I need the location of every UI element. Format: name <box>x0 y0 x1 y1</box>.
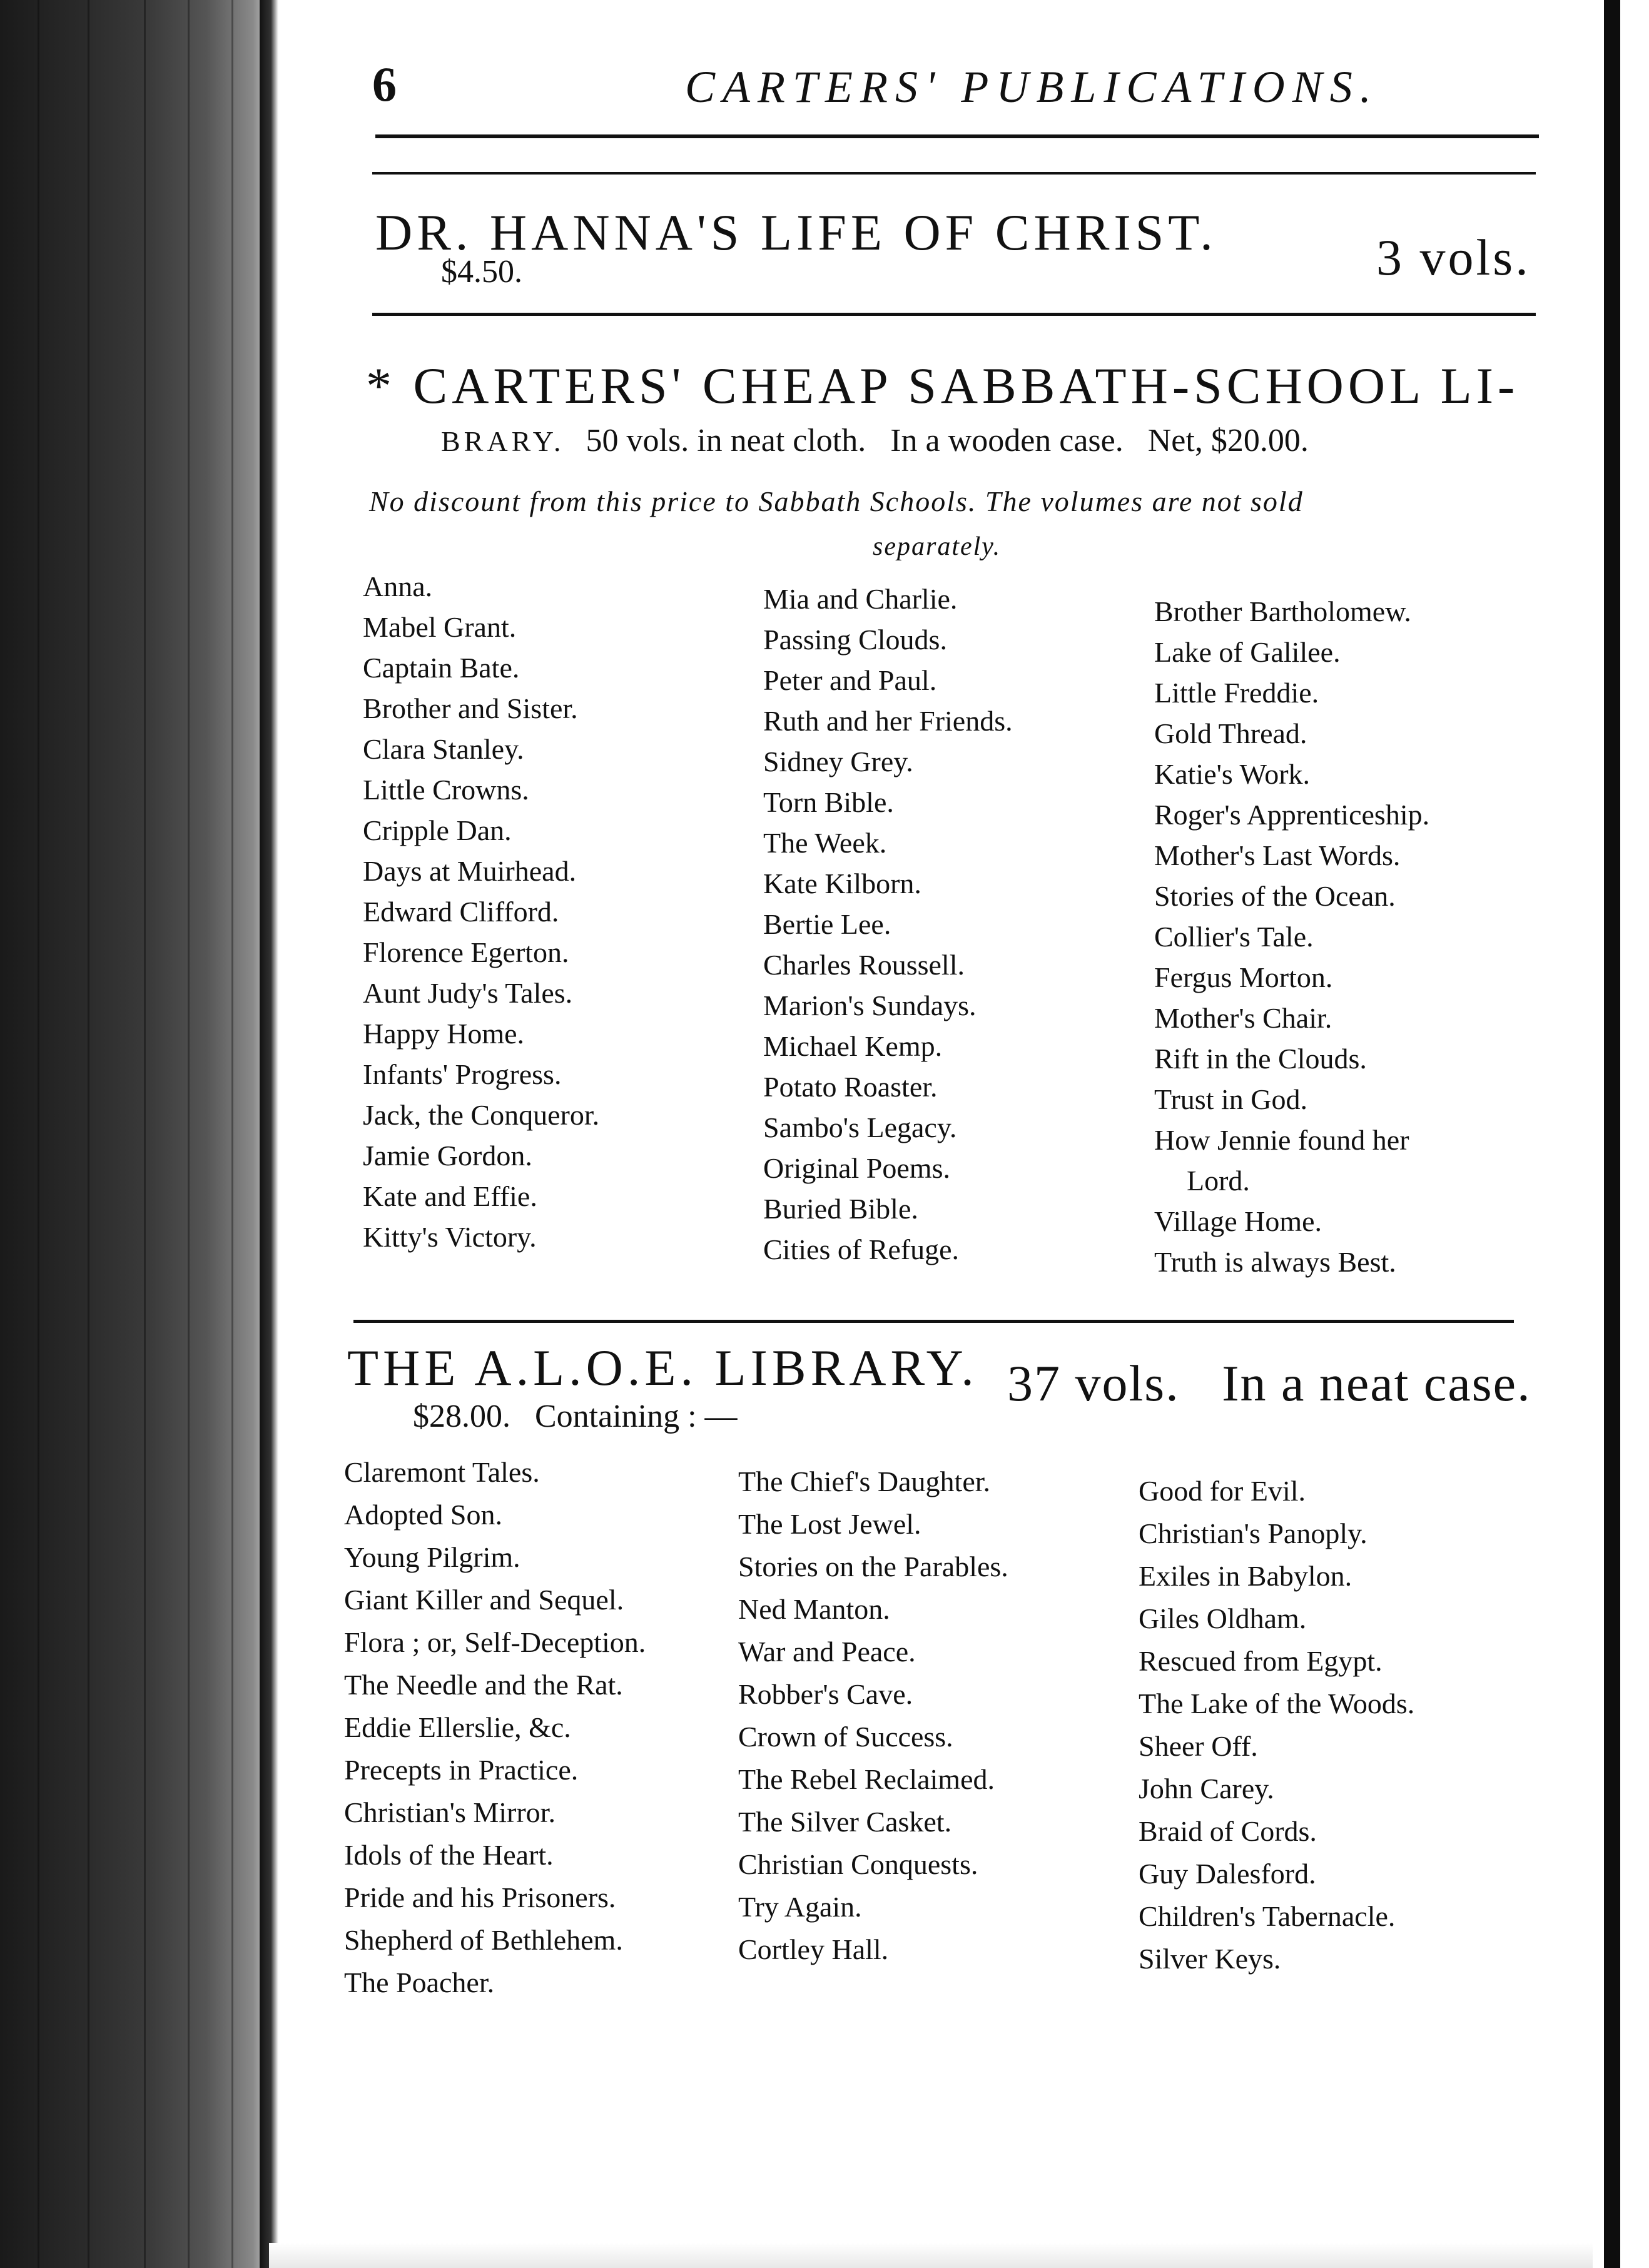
divider-1 <box>372 313 1536 316</box>
hanna-title: DR. HANNA'S LIFE OF CHRIST. <box>375 204 1217 261</box>
list-item: Cities of Refuge. <box>763 1233 959 1265</box>
list-item: Kitty's Victory. <box>363 1221 537 1253</box>
list-item: Peter and Paul. <box>763 664 937 696</box>
hanna-volumes: 3 vols. <box>1376 229 1531 286</box>
list-item: The Silver Casket. <box>738 1806 952 1838</box>
page <box>313 0 1564 2268</box>
list-item: Eddie Ellerslie, &c. <box>344 1711 571 1743</box>
list-item: Village Home. <box>1154 1205 1322 1237</box>
list-item: The Needle and the Rat. <box>344 1669 623 1701</box>
book-spine <box>0 0 275 2268</box>
aloe-library-details: 37 vols. In a neat case. <box>1007 1355 1531 1412</box>
list-item: War and Peace. <box>738 1636 916 1668</box>
sabbath-library-info: 50 vols. in neat cloth. In a wooden case. Net, $20.00. <box>586 423 1309 458</box>
list-item: Guy Dalesford. <box>1139 1858 1316 1890</box>
list-item: The Poacher. <box>344 1967 495 1998</box>
list-item: Sheer Off. <box>1139 1730 1258 1762</box>
list-item: Charles Roussell. <box>763 949 965 981</box>
list-item: Fergus Morton. <box>1154 961 1333 993</box>
list-item: Stories on the Parables. <box>738 1551 1008 1582</box>
list-item: Adopted Son. <box>344 1499 502 1531</box>
list-item: Ruth and her Friends. <box>763 705 1013 737</box>
sabbath-col-3 <box>1154 591 1429 1282</box>
list-item: Jack, the Conqueror. <box>363 1099 600 1131</box>
list-item: Truth is always Best. <box>1154 1246 1396 1278</box>
list-item: Edward Clifford. <box>363 896 559 928</box>
list-item: The Chief's Daughter. <box>738 1466 991 1497</box>
page-gutter <box>260 0 278 2268</box>
list-item: Captain Bate. <box>363 652 520 684</box>
list-item: Buried Bible. <box>763 1193 918 1225</box>
list-item: Cortley Hall. <box>738 1933 889 1965</box>
sabbath-library-title: * CARTERS' CHEAP SABBATH-SCHOOL LI- <box>366 357 1520 414</box>
list-item: The Rebel Reclaimed. <box>738 1763 995 1795</box>
list-item: Gold Thread. <box>1154 717 1307 749</box>
list-item: Stories of the Ocean. <box>1154 880 1396 912</box>
list-item: Little Freddie. <box>1154 677 1319 709</box>
aloe-library-title: THE A.L.O.E. LIBRARY. <box>347 1339 978 1396</box>
list-item: Infants' Progress. <box>363 1058 562 1090</box>
list-item: Lake of Galilee. <box>1154 636 1341 668</box>
running-title: CARTERS' PUBLICATIONS. <box>685 62 1379 112</box>
list-item: Jamie Gordon. <box>363 1140 532 1172</box>
list-item: Kate Kilborn. <box>763 868 921 899</box>
list-item: The Lost Jewel. <box>738 1508 921 1540</box>
header-rule <box>375 134 1539 138</box>
sabbath-library-note-cont: separately. <box>873 532 1002 561</box>
list-item: Original Poems. <box>763 1152 950 1184</box>
list-item: Precepts in Practice. <box>344 1754 579 1786</box>
list-item: Sambo's Legacy. <box>763 1111 957 1143</box>
list-item: Mabel Grant. <box>363 611 517 643</box>
list-item: Christian's Mirror. <box>344 1796 556 1828</box>
list-item: Torn Bible. <box>763 786 894 818</box>
list-item: Days at Muirhead. <box>363 855 577 887</box>
list-item: Collier's Tale. <box>1154 921 1314 953</box>
list-item: Brother and Sister. <box>363 692 578 724</box>
sabbath-library-details <box>441 422 1309 459</box>
list-item: Anna. <box>363 570 433 602</box>
list-item: Mother's Chair. <box>1154 1002 1332 1034</box>
list-item: Christian Conquests. <box>738 1848 978 1880</box>
sabbath-library-title-cont: BRARY. <box>441 425 565 457</box>
aloe-col-1 <box>344 1451 646 2004</box>
list-item: Clara Stanley. <box>363 733 524 765</box>
list-item: How Jennie found her <box>1154 1124 1409 1156</box>
list-item: Trust in God. <box>1154 1083 1307 1115</box>
list-item: Idols of the Heart. <box>344 1839 554 1871</box>
list-item: Katie's Work. <box>1154 758 1311 790</box>
sabbath-col-1 <box>363 566 599 1257</box>
list-item: Crown of Success. <box>738 1721 953 1753</box>
list-item: Young Pilgrim. <box>344 1541 520 1573</box>
list-item: Cripple Dan. <box>363 814 512 846</box>
hanna-price: $4.50. <box>441 254 522 290</box>
list-item: Robber's Cave. <box>738 1678 913 1710</box>
sabbath-col-2 <box>763 579 1013 1270</box>
list-item: Pride and his Prisoners. <box>344 1881 616 1913</box>
list-item: Good for Evil. <box>1139 1475 1306 1507</box>
list-item: Children's Tabernacle. <box>1139 1900 1396 1932</box>
list-item: Roger's Apprenticeship. <box>1154 799 1430 831</box>
list-item: Marion's Sundays. <box>763 990 977 1021</box>
page-number: 6 <box>372 57 397 111</box>
divider-2 <box>353 1320 1514 1323</box>
list-item: Silver Keys. <box>1139 1943 1281 1975</box>
list-item: Happy Home. <box>363 1018 525 1050</box>
list-item: Mia and Charlie. <box>763 583 958 615</box>
list-item: Potato Roaster. <box>763 1071 938 1103</box>
list-item: Aunt Judy's Tales. <box>363 977 573 1009</box>
list-item: Ned Manton. <box>738 1593 890 1625</box>
aloe-col-3 <box>1139 1470 1414 1980</box>
list-item: Try Again. <box>738 1891 862 1923</box>
list-item: Little Crowns. <box>363 774 529 806</box>
list-item: Bertie Lee. <box>763 908 891 940</box>
list-item: Exiles in Babylon. <box>1139 1560 1352 1592</box>
list-item: Claremont Tales. <box>344 1456 540 1488</box>
list-item: The Week. <box>763 827 887 859</box>
list-item: Rift in the Clouds. <box>1154 1043 1367 1075</box>
list-item: Giant Killer and Sequel. <box>344 1584 624 1616</box>
list-item: Florence Egerton. <box>363 936 569 968</box>
section-rule <box>372 172 1536 175</box>
list-item: Mother's Last Words. <box>1154 839 1401 871</box>
list-item: Lord. <box>1187 1165 1250 1197</box>
running-head <box>372 56 1611 131</box>
list-item: John Carey. <box>1139 1773 1274 1805</box>
aloe-library-price: $28.00. Containing : — <box>413 1399 738 1434</box>
sabbath-library-note: No discount from this price to Sabbath Schools. The volumes are not sold <box>369 485 1304 517</box>
list-item: Sidney Grey. <box>763 746 913 777</box>
list-item: Passing Clouds. <box>763 624 947 656</box>
list-item: Braid of Cords. <box>1139 1815 1317 1847</box>
list-item: Flora ; or, Self-Deception. <box>344 1626 646 1658</box>
list-item: Brother Bartholomew. <box>1154 595 1411 627</box>
list-item: Christian's Panoply. <box>1139 1517 1367 1549</box>
aloe-col-2 <box>738 1461 1008 1971</box>
list-item: The Lake of the Woods. <box>1139 1688 1415 1719</box>
list-item: Rescued from Egypt. <box>1139 1645 1383 1677</box>
list-item: Shepherd of Bethlehem. <box>344 1924 623 1956</box>
list-item: Michael Kemp. <box>763 1030 943 1062</box>
right-page-edge <box>1593 0 1649 2268</box>
list-item: Kate and Effie. <box>363 1180 537 1212</box>
list-item: Giles Oldham. <box>1139 1602 1307 1634</box>
